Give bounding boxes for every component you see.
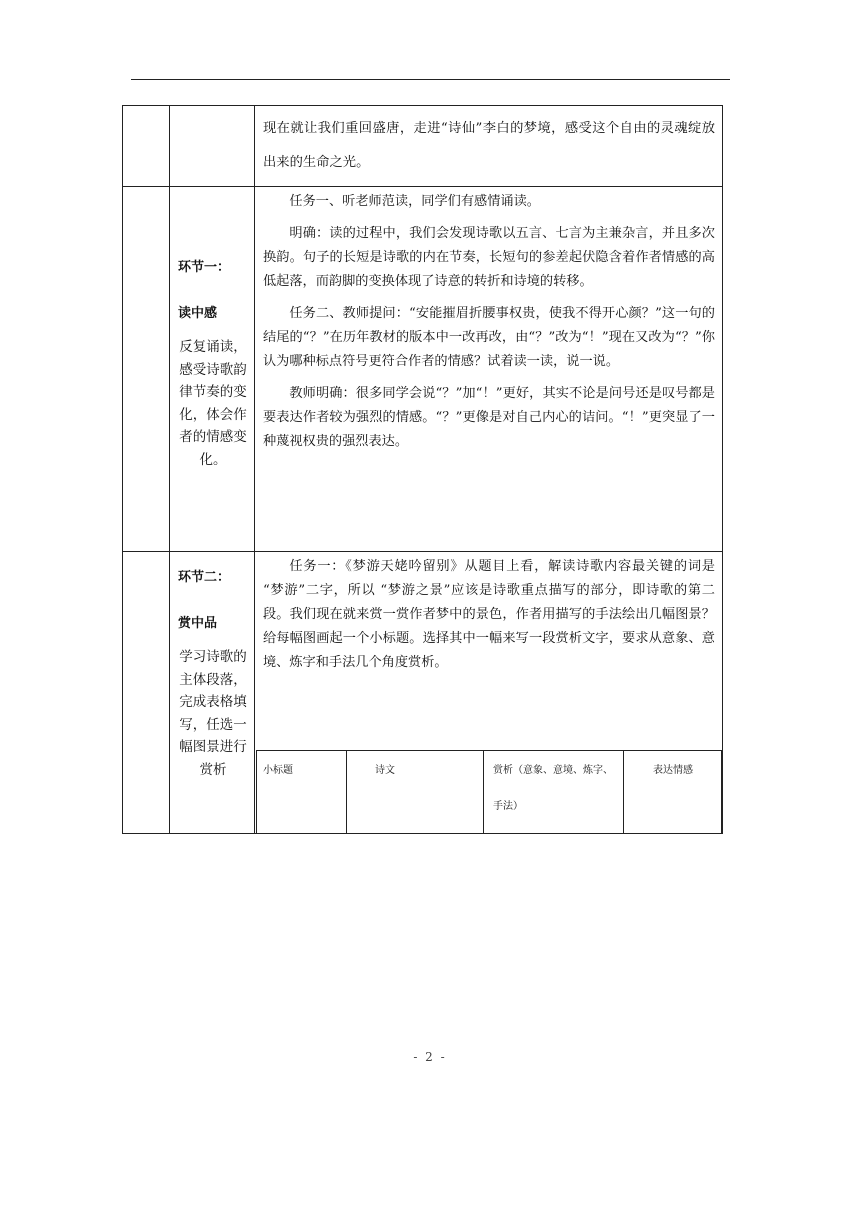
section1-paragraph: 任务二、教师提问：“安能摧眉折腰事权贵，使我不得开心颜？”这一句的结尾的“？”在历年教材的版本中一改再改，由“？”改为“！”现在又改为“？”你认为哪种标点符号更符合作者的情感？试着读一读，说一说。	[263, 306, 715, 369]
section2-description: 学习诗歌的主体段落，完成表格填写，任选一幅图景进行赏析	[179, 649, 247, 778]
analysis-header-title: 小标题	[263, 765, 293, 776]
page-number: - 2 -	[413, 1050, 447, 1064]
column-divider	[623, 751, 624, 833]
section1-sidebar	[170, 256, 254, 471]
section2-heading: 环节二：	[178, 570, 231, 585]
section1-content	[263, 190, 715, 462]
section2-paragraph: 任务一：《梦游天姥吟留别》从题目上看，解读诗歌内容最关键的词是 “梦游”二字，所以 “梦游之景”应该是诗歌重点描写的部分，即诗歌的第二段。我们现在就来赏一赏作者梦中的景色，作者用描写的手法绘出几幅图景？给每幅图画起一个小标题。选择其中一幅来写一段赏析文字，要求从意象、意境、炼字和手法几个角度赏析。	[263, 559, 715, 670]
row-divider	[123, 186, 722, 187]
section2-content	[263, 555, 715, 683]
header-rule	[131, 79, 730, 80]
section1-paragraph: 教师明确：很多同学会说“？”加“！”更好，其实不论是问号还是叹号都是要表达作者较为强烈的情感。“？”更像是对自己内心的诘问。“！”更突显了一种蔑视权贵的强烈表达。	[263, 386, 715, 449]
column-divider	[483, 751, 484, 833]
section1-subheading: 读中感	[178, 306, 218, 321]
section2-subheading: 赏中品	[178, 616, 218, 631]
section2-sidebar	[170, 566, 254, 781]
column-divider	[254, 106, 255, 833]
analysis-header-poem: 诗文	[375, 765, 395, 776]
analysis-header-emotion: 表达情感	[653, 765, 693, 776]
intro-text: 现在就让我们重回盛唐，走进“诗仙”李白的梦境，感受这个自由的灵魂绽放出来的生命之光。	[263, 121, 715, 170]
analysis-header-appreciation: 赏析（意象、意境、炼字、手法）	[493, 765, 613, 812]
lesson-plan-table	[122, 105, 723, 834]
section1-paragraph: 任务一、听老师范读，同学们有感情诵读。	[289, 194, 540, 209]
column-divider	[346, 751, 347, 833]
section1-paragraph: 明确：读的过程中，我们会发现诗歌以五言、七言为主兼杂言，并且多次换韵。句子的长短是诗歌的内在节奏，长短句的参差起伏隐含着作者情感的高低起落，而韵脚的变换体现了诗意的转折和诗境的转移。	[263, 226, 715, 289]
section1-heading: 环节一：	[178, 260, 231, 275]
row-divider	[123, 551, 722, 552]
section1-description: 反复诵读，感受诗歌韵律节奏的变化，体会作者的情感变化。	[179, 339, 247, 468]
analysis-table	[256, 750, 722, 834]
